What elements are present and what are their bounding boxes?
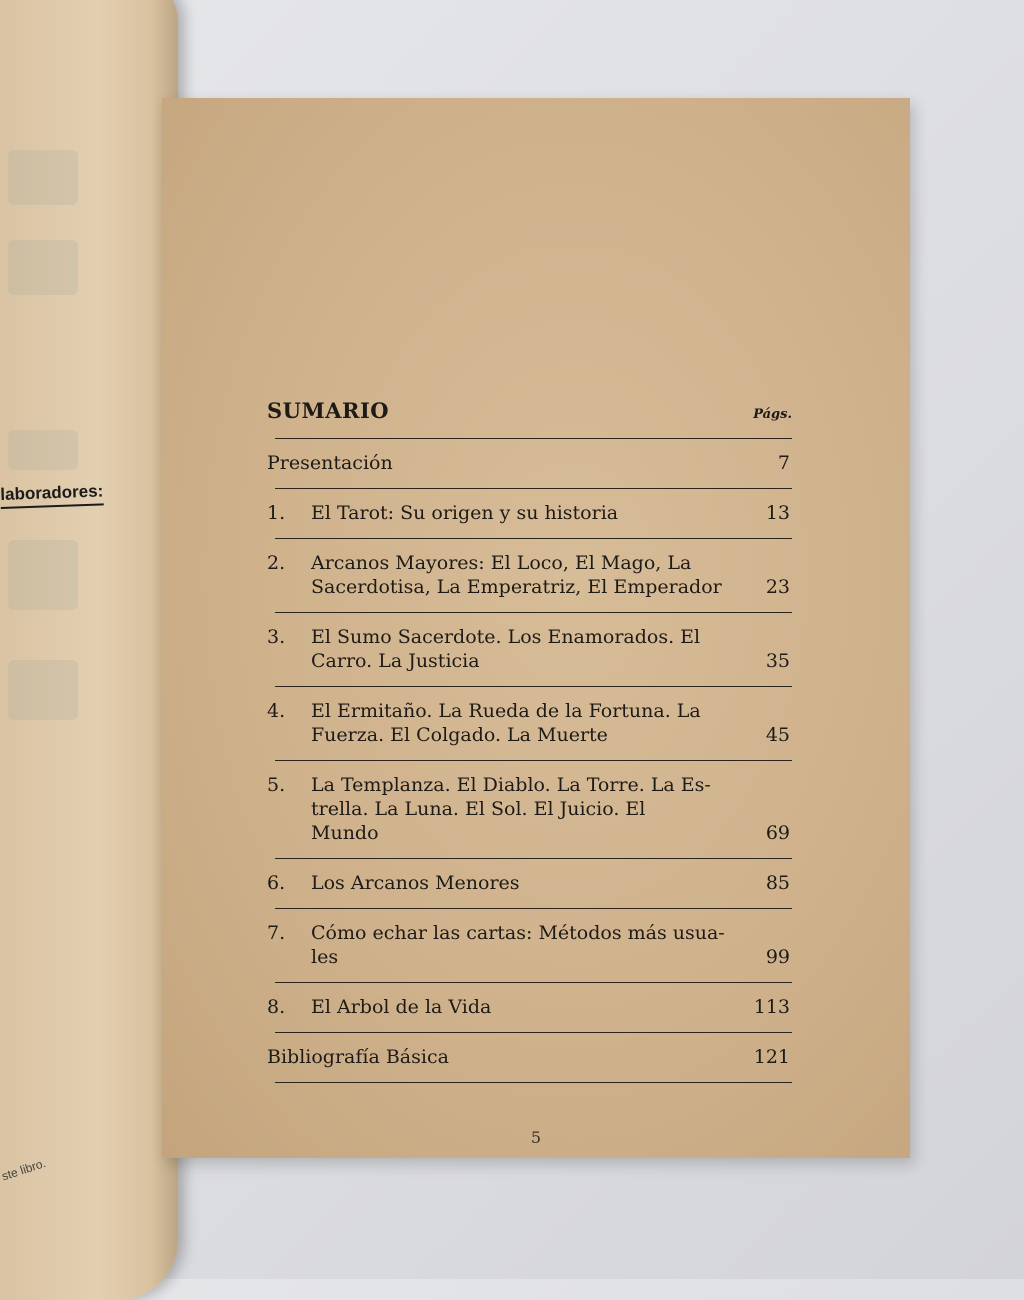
toc-entry	[267, 539, 792, 612]
toc-entry-title	[267, 995, 792, 1019]
toc-title: SUMARIO	[267, 398, 390, 423]
toc-entry-number: 4.	[267, 700, 286, 722]
toc-entry-title-line: El Arbol de la Vida	[311, 996, 492, 1018]
toc-entry-title-line: les	[311, 946, 339, 968]
pages-column-label: Págs.	[753, 407, 792, 422]
ghost-text-block	[8, 150, 78, 205]
toc-entry-title-line: Mundo	[311, 822, 379, 844]
toc-entry-title-line: Bibliografía Básica	[267, 1046, 449, 1068]
toc-entry-page: 7	[777, 452, 790, 474]
toc-entries	[267, 439, 792, 1083]
toc-entry-title-line: Carro. La Justicia	[311, 650, 480, 672]
toc-entry-title-line: trella. La Luna. El Sol. El Juicio. El	[311, 798, 646, 820]
left-footer-text: ste libro.	[0, 1155, 48, 1184]
toc-entry-page: 45	[765, 724, 790, 746]
ghost-text-block	[8, 240, 78, 295]
table-of-contents	[267, 398, 792, 1083]
toc-entry-title	[267, 871, 792, 895]
toc-entry	[267, 687, 792, 760]
toc-entry	[267, 439, 792, 488]
toc-header	[267, 398, 792, 438]
toc-entry-number: 6.	[267, 872, 286, 894]
toc-entry	[267, 1033, 792, 1082]
toc-entry-title-line: El Sumo Sacerdote. Los Enamorados. El	[311, 626, 701, 648]
toc-entry-page: 35	[765, 650, 790, 672]
toc-entry-title	[267, 1045, 792, 1069]
toc-entry	[267, 761, 792, 858]
left-page	[0, 0, 178, 1300]
toc-entry-page: 85	[765, 872, 790, 894]
toc-entry	[267, 909, 792, 982]
toc-entry	[267, 983, 792, 1032]
page-number: 5	[530, 1128, 542, 1147]
toc-entry-title	[267, 773, 792, 845]
toc-entry-title	[267, 699, 792, 747]
toc-entry-number: 5.	[267, 774, 286, 796]
ghost-text-block	[8, 660, 78, 720]
toc-entry-title-line: El Ermitaño. La Rueda de la Fortuna. La	[311, 700, 701, 722]
toc-entry	[267, 613, 792, 686]
toc-entry-title	[267, 501, 792, 525]
toc-entry-title	[267, 921, 792, 969]
toc-entry-title	[267, 625, 792, 673]
toc-entry-title-line: Arcanos Mayores: El Loco, El Mago, La	[311, 552, 692, 574]
toc-entry-title	[267, 451, 792, 475]
toc-entry-page: 23	[765, 576, 790, 598]
toc-entry	[267, 489, 792, 538]
right-page	[162, 98, 910, 1158]
toc-entry-page: 99	[765, 946, 790, 968]
toc-entry-number: 7.	[267, 922, 286, 944]
divider	[275, 1082, 792, 1083]
toc-entry-title-line: Los Arcanos Menores	[311, 872, 520, 894]
toc-entry-page: 69	[765, 822, 790, 844]
toc-entry	[267, 859, 792, 908]
toc-entry-number: 3.	[267, 626, 286, 648]
toc-entry-title-line: El Tarot: Su origen y su historia	[311, 502, 619, 524]
toc-entry-title-line: Fuerza. El Colgado. La Muerte	[311, 724, 608, 746]
toc-entry-page: 121	[753, 1046, 790, 1068]
toc-entry-page: 113	[753, 996, 790, 1018]
toc-entry-title-line: Sacerdotisa, La Emperatriz, El Emperador	[311, 576, 722, 598]
toc-entry-title	[267, 551, 792, 599]
toc-entry-title-line: Presentación	[267, 452, 393, 474]
toc-entry-page: 13	[765, 502, 790, 524]
collaborators-label: laboradores:	[0, 481, 104, 509]
ghost-text-block	[8, 540, 78, 610]
toc-entry-number: 8.	[267, 996, 286, 1018]
toc-entry-title-line: Cómo echar las cartas: Métodos más usua-	[311, 922, 725, 944]
ghost-text-block	[8, 430, 78, 470]
toc-entry-number: 1.	[267, 502, 286, 524]
toc-entry-title-line: La Templanza. El Diablo. La Torre. La Es-	[311, 774, 711, 796]
toc-entry-number: 2.	[267, 552, 286, 574]
